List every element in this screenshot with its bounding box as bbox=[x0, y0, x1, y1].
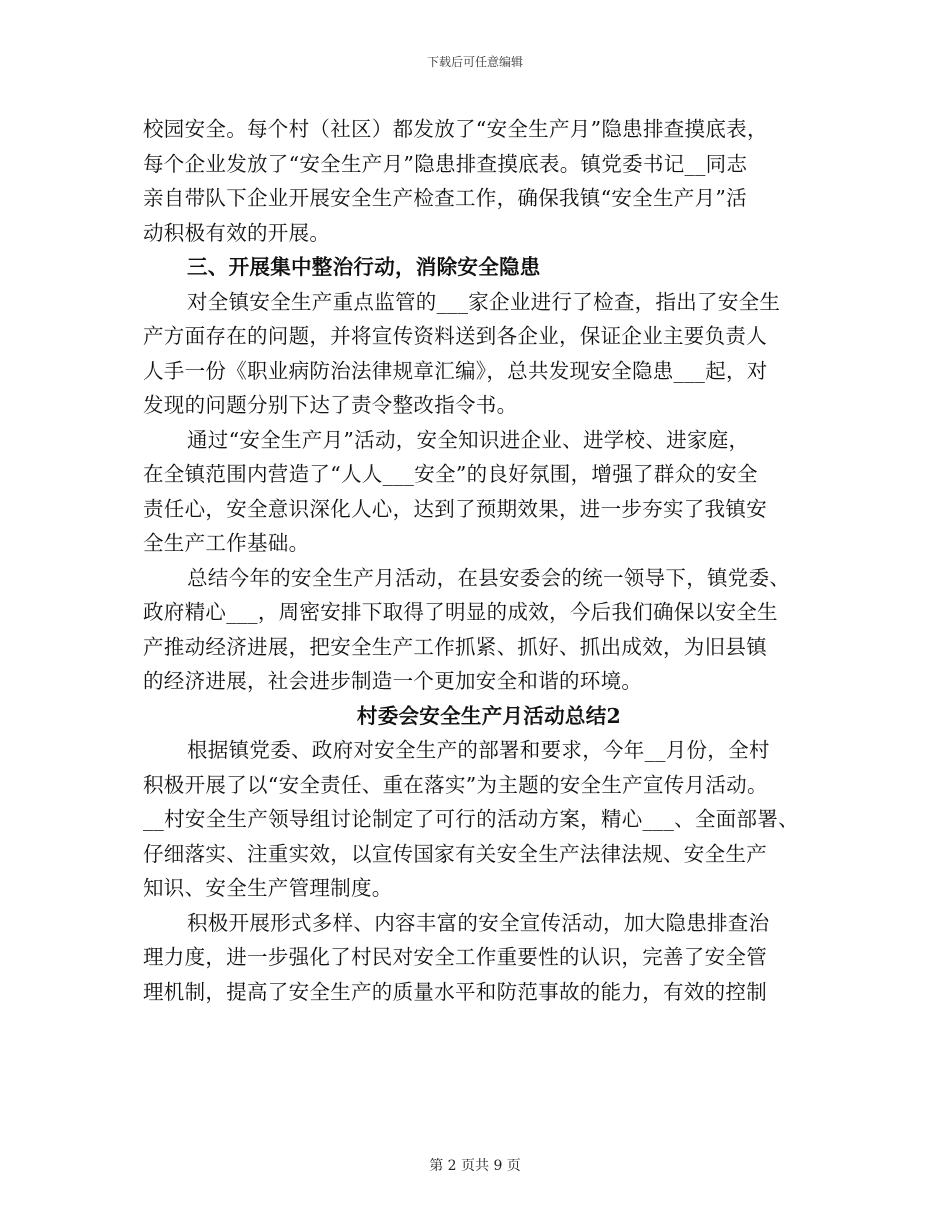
page-header: 下载后可任意编辑 bbox=[426, 55, 523, 69]
paragraph bbox=[143, 906, 815, 1010]
text-line: 知识、安全生产管理制度。 bbox=[143, 876, 393, 900]
paragraph bbox=[143, 285, 815, 423]
text-line: 责任心，安全意识深化人心，达到了预期效果，进一步夯实了我镇安 bbox=[143, 496, 767, 521]
text-line: 理力度，进一步强化了村民对安全工作重要性的认识，完善了安全管 bbox=[143, 945, 767, 969]
text-line: 动积极有效的开展。 bbox=[143, 220, 331, 245]
paragraph bbox=[143, 561, 815, 699]
text-line: 每个企业发放了“安全生产月”隐患排查摸底表。镇党委书记__同志 bbox=[143, 151, 748, 176]
text-line: 亲自带队下企业开展安全生产检查工作，确保我镇“安全生产月”活 bbox=[143, 186, 747, 210]
text-line: 通过“安全生产月”活动，安全知识进企业、进学校、进家庭， bbox=[187, 427, 750, 452]
text-line: 积极开展形式多样、内容丰富的安全宣传活动，加大隐患排查治 bbox=[187, 910, 770, 935]
text-line: 的经济进展，社会进步制造一个更加安全和谐的环境。 bbox=[143, 669, 643, 693]
text-line: 仔细落实、注重实效，以宣传国家有关安全生产法律法规、安全生产 bbox=[143, 841, 767, 866]
document-title: 村委会安全生产月活动总结2 bbox=[356, 703, 622, 728]
text-line: 产推动经济进展，把安全生产工作抓紧、抓好、抓出成效，为旧县镇 bbox=[143, 634, 767, 659]
text-line: 总结今年的安全生产月活动，在县安委会的统一领导下，镇党委、 bbox=[187, 565, 791, 590]
text-line: __村安全生产领导组讨论制定了可行的活动方案，精心___、全面部署、 bbox=[143, 807, 799, 831]
paragraph bbox=[143, 733, 815, 906]
text-line: 校园安全。每个村（社区）都发放了“安全生产月”隐患排查摸底表， bbox=[143, 117, 768, 141]
document-body bbox=[143, 112, 815, 1009]
text-line: 产方面存在的问题，并将宣传资料送到各企业，保证企业主要负责人 bbox=[143, 324, 767, 348]
text-line: 人手一份《职业病防治法律规章汇编》，总共发现安全隐患___起，对 bbox=[143, 358, 768, 383]
text-line: 对全镇安全生产重点监管的___家企业进行了检查，指出了安全生 bbox=[187, 289, 781, 314]
paragraph bbox=[143, 423, 815, 561]
paragraph bbox=[143, 112, 815, 250]
text-line: 积极开展了以“安全责任、重在落实”为主题的安全生产宣传月活动。 bbox=[143, 772, 768, 797]
text-line: 根据镇党委、政府对安全生产的部署和要求，今年__月份，全村 bbox=[187, 738, 770, 762]
text-line: 理机制，提高了安全生产的质量水平和防范事故的能力，有效的控制 bbox=[143, 979, 767, 1004]
page-number: 第 2 页共 9 页 bbox=[429, 1158, 521, 1174]
text-line: 全生产工作基础。 bbox=[143, 531, 310, 555]
text-line: 发现的问题分别下达了责令整改指令书。 bbox=[143, 393, 518, 417]
text-line: 政府精心___，周密安排下取得了明显的成效，今后我们确保以安全生 bbox=[143, 600, 778, 624]
section-heading: 三、开展集中整治行动，消除安全隐患 bbox=[187, 255, 541, 279]
text-line: 在全镇范围内营造了“人人___安全”的良好氛围，增强了群众的安全 bbox=[143, 462, 758, 486]
